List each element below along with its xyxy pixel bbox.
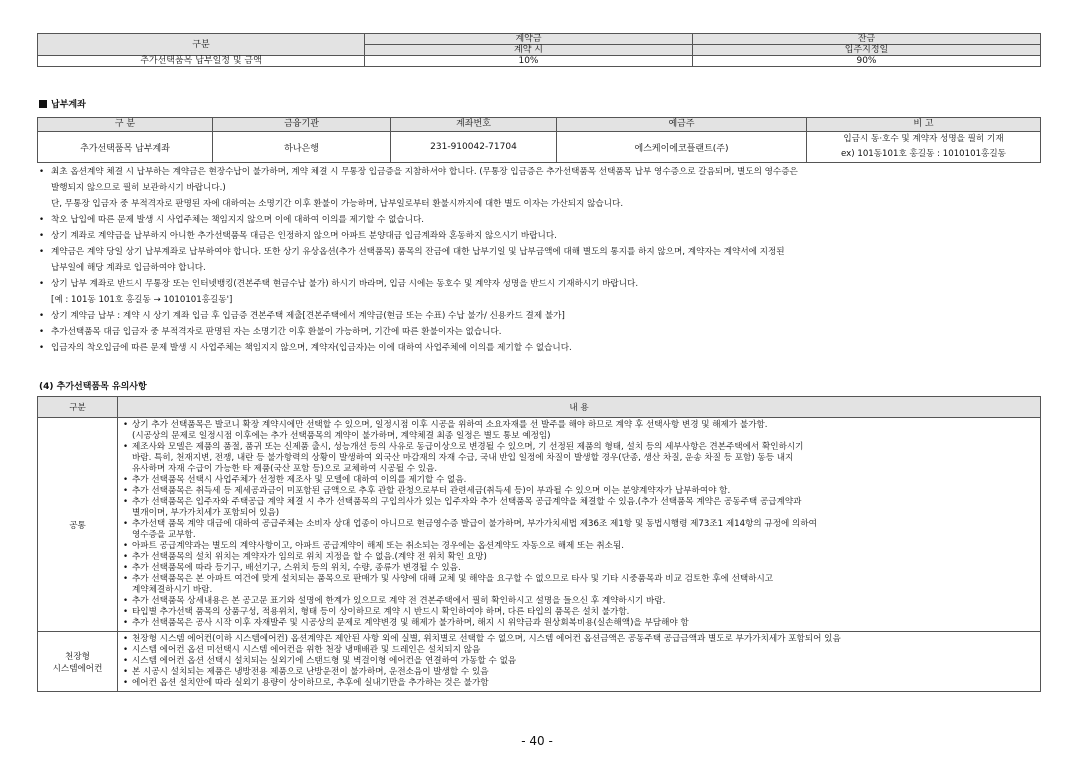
caution-line: 영수증을 교부함. bbox=[132, 530, 196, 540]
caution-line: • 아파트 공급계약과는 별도의 계약사항이고, 아파트 공급계약이 해제 또는 취소되는 경우에는 옵션계약도 자동으로 해제 또는 취소됨. bbox=[122, 541, 1036, 552]
section-title-account bbox=[39, 97, 86, 110]
table-subheader-balance: 입주지정일 bbox=[693, 45, 1041, 56]
caution-line: • 추가 선택품목은 공사 시작 이후 자재발주 및 시공상의 문제로 계약변경 및 해제가 불가하며, 해지 시 위약금과 원상회복비용(실손해액)을 부담해야 함 bbox=[122, 618, 1036, 629]
cautions-group-aircon bbox=[118, 632, 1041, 692]
caution-line: (시공상의 문제로 일정시점 이후에는 추가 선택품목의 계약이 불가하며, 계약체결 최종 일정은 별도 통보 예정임) bbox=[132, 431, 551, 441]
table-cell-balance: 90% bbox=[693, 56, 1041, 67]
caution-line: • 추가 선택품목은 본 아파트 여건에 맞게 설치되는 품목으로 판매가 및 사양에 대해 교체 및 해약을 요구할 수 없으므로 타사 및 기타 시중품목과 비교 검토한 후에 선택하시고 bbox=[122, 574, 1036, 585]
cautions-group-common bbox=[118, 418, 1041, 632]
caution-line: • 상기 추가 선택품목은 발코니 확장 계약시에만 선택할 수 있으며, 일정시점 이후 시공을 위하여 소요자재를 선 발주를 해야 하므로 계약 후 선택사항 변경 및 해제가 불가함. bbox=[122, 420, 1036, 431]
note-line: [예 : 101동 101호 홍길동 → 1010101홍길동'] bbox=[51, 295, 233, 305]
note-line: 단, 무통장 입금자 중 부적격자로 판명된 자에 대하여는 소명기간 이후 환불이 가능하며, 납부일로부터 환불시까지에 대한 별도 이자는 가산되지 않습니다. bbox=[51, 199, 624, 209]
account-category: 추가선택품목 납부계좌 bbox=[38, 132, 213, 163]
account-header-bank: 금융기관 bbox=[213, 118, 391, 132]
cautions-group-label-aircon bbox=[38, 632, 118, 692]
caution-line: 계약체결하시기 바람. bbox=[132, 585, 213, 595]
account-memo bbox=[807, 132, 1041, 163]
account-memo-line2: ex) 101동101호 홍길동 : 1010101홍길동 bbox=[841, 149, 1006, 159]
table-row-label: 추가선택품목 납부일정 및 금액 bbox=[38, 56, 365, 67]
table-subheader-deposit: 계약 시 bbox=[365, 45, 693, 56]
caution-line: 유사하며 자재 수급이 가능한 타 제품(국산 포함 등)으로 교체하여 시공될 수 있음. bbox=[132, 464, 438, 474]
caution-line: • 타입별 추가선택 품목의 상품구성, 적용위치, 형태 등이 상이하므로 계약 시 반드시 확인하여야 하며, 다른 타입의 품목은 설치 불가함. bbox=[122, 607, 1036, 618]
table-cell-deposit: 10% bbox=[365, 56, 693, 67]
table-header-deposit: 계약금 bbox=[365, 34, 693, 45]
payment-schedule-table bbox=[37, 33, 1041, 67]
note-line: 납부일에 해당 계좌로 입금하여야 합니다. bbox=[51, 263, 206, 273]
caution-line: • 시스템 에어컨 옵션 선택시 설치되는 실외기에 스탠드형 및 벽걸이형 에어컨을 연결하여 가동할 수 없음 bbox=[122, 656, 1036, 667]
caution-line: • 시스템 에어컨 옵션 미선택시 시스템 에어컨을 위한 천장 냉매배관 및 드레인은 설치되지 않음 bbox=[122, 645, 1036, 656]
caution-line: • 제조사와 모델은 제품의 품절, 품귀 또는 신제품 출시, 성능개선 등의 사유로 동급이상으로 변경될 수 있으며, 기 선정된 제품의 형태, 설치 등의 세부사항은 견본주택에서 확인하시기 bbox=[122, 442, 1036, 453]
cautions-group-label-common: 공통 bbox=[38, 418, 118, 632]
account-bank: 하나은행 bbox=[213, 132, 391, 163]
payment-account-table bbox=[37, 117, 1041, 163]
page-number: - 40 - bbox=[521, 734, 553, 748]
aircon-label-line1: 천장형 bbox=[65, 651, 90, 662]
caution-line: 바람. 특히, 천재지변, 전쟁, 내란 등 불가항력의 상황이 발생하여 외국산 마감재의 자재 수급, 국내 반입 일정에 차질이 발생할 경우(단종, 생산 차질, 운송 차질 등 포함) 동등 내지 bbox=[132, 453, 794, 463]
account-holder: 에스케이에코플랜트(주) bbox=[557, 132, 807, 163]
caution-line: • 본 시공시 설치되는 제품은 냉방전용 제품으로 난방운전이 불가하며, 운전소음이 발생할 수 있음 bbox=[122, 667, 1036, 678]
cautions-header-category: 구분 bbox=[38, 397, 118, 418]
caution-line: • 추가 선택품목에 따라 등기구, 배선기구, 스위치 등의 위치, 수량, 종류가 변경될 수 있음. bbox=[122, 563, 1036, 574]
caution-line: • 추가 선택품목 상세내용은 본 공고문 표기와 설명에 한계가 있으므로 계약 전 견본주택에서 필히 확인하시고 설명을 들으신 후 계약하시기 바람. bbox=[122, 596, 1036, 607]
payment-notes bbox=[37, 164, 1040, 356]
note-line: • 착오 납입에 따른 문제 발생 시 사업주체는 책임지지 않으며 이에 대하여 이의를 제기할 수 없습니다. bbox=[37, 212, 1040, 228]
caution-line: • 에어컨 옵션 설치안에 따라 실외기 용량이 상이하므로, 추후에 실내기만을 추가하는 것은 불가함 bbox=[122, 678, 1036, 689]
note-line: • 상기 계약금 납부 : 계약 시 상기 계좌 입금 후 입금증 견본주택 제출[견본주택에서 계약금(현금 또는 수표) 수납 불가/ 신용카드 결제 불가] bbox=[37, 308, 1040, 324]
account-header-number: 계좌번호 bbox=[391, 118, 557, 132]
cautions-table bbox=[37, 396, 1041, 692]
square-bullet-icon bbox=[39, 100, 47, 108]
caution-line: • 추가 선택품목 선택시 사업주체가 선정한 제조사 및 모델에 대하여 이의를 제기할 수 없음. bbox=[122, 475, 1036, 486]
note-line: • 최초 옵션계약 체결 시 납부하는 계약금은 현장수납이 불가하며, 계약 체결 시 무통장 입금증을 지참하셔야 합니다. (무통장 입금증은 추가선택품목 선택품목 납부 영수증으로 갈음되며, 별도의 영수증은 bbox=[37, 164, 1040, 180]
caution-line: • 추가 선택품목은 취득세 등 제세공과금이 미포함된 금액으로 추후 관할 관청으로부터 관련세금(취득세 등)이 부과될 수 있으며 이는 분양계약자가 납부하여야 함. bbox=[122, 486, 1036, 497]
note-line: • 추가선택품목 대금 입금자 중 부적격자로 판명된 자는 소명기간 이후 환불이 가능하며, 기간에 따른 환불이자는 없습니다. bbox=[37, 324, 1040, 340]
section-title-text: 납부계좌 bbox=[51, 100, 86, 110]
note-line: • 상기 납부 계좌로 반드시 무통장 또는 인터넷뱅킹(견본주택 현금수납 불가) 하시기 바라며, 입금 시에는 동호수 및 계약자 성명을 반드시 기재하시기 바랍니다. bbox=[37, 276, 1040, 292]
caution-line: • 추가 선택품목의 설치 위치는 계약자가 임의로 위치 지정을 할 수 없음.(계약 전 위치 확인 요망) bbox=[122, 552, 1036, 563]
section-title-cautions: (4) 추가선택품목 유의사항 bbox=[39, 382, 147, 392]
cautions-header-content: 내 용 bbox=[118, 397, 1041, 418]
aircon-label-line2: 시스템에어컨 bbox=[52, 663, 103, 674]
table-header-balance: 잔금 bbox=[693, 34, 1041, 45]
caution-line: • 추가선택 품목 계약 대금에 대하여 공급주체는 소비자 상대 업종이 아니므로 현금영수증 발급이 불가하며, 부가가치세법 제36조 제1항 및 동법시행령 제73조1 제14항의 규정에 의하여 bbox=[122, 519, 1036, 530]
note-line: 발행되지 않으므로 필히 보관하시기 바랍니다.) bbox=[51, 183, 226, 193]
note-line: • 입금자의 착오입금에 따른 문제 발생 시 사업주체는 책임지지 않으며, 계약자(입금자)는 이에 대하여 사업주체에 이의를 제기할 수 없습니다. bbox=[37, 340, 1040, 356]
table-header-category: 구분 bbox=[38, 34, 365, 56]
account-header-category: 구 분 bbox=[38, 118, 213, 132]
caution-line: 별개이며, 부가가치세가 포함되어 있음) bbox=[132, 508, 280, 518]
account-number: 231-910042-71704 bbox=[391, 132, 557, 163]
account-header-holder: 예금주 bbox=[557, 118, 807, 132]
note-line: • 상기 계좌로 계약금을 납부하지 아니한 추가선택품목 대금은 인정하지 않으며 아파트 분양대금 입금계좌와 혼동하지 않으시기 바랍니다. bbox=[37, 228, 1040, 244]
caution-line: • 추가 선택품목은 입주자와 주택공급 계약 체결 시 추가 선택품목의 구입의사가 있는 입주자와 추가 선택품목 공급계약을 체결할 수 있음.(추가 선택품목 계약은 공동주택 공급계약과 bbox=[122, 497, 1036, 508]
caution-line: • 천장형 시스템 에어컨(이하 시스템에어컨) 옵션계약은 제안된 사항 외에 실별, 위치별로 선택할 수 없으며, 시스템 에어컨 옵션금액은 공동주택 공급금액과 별도로 부가가치세가 포함되어 있음 bbox=[122, 634, 1036, 645]
account-memo-line1: 입금시 동·호수 및 계약자 성명을 필히 기재 bbox=[843, 134, 1004, 144]
account-header-memo: 비 고 bbox=[807, 118, 1041, 132]
note-line: • 계약금은 계약 당일 상기 납부계좌로 납부하여야 합니다. 또한 상기 유상옵션(추가 선택품목) 품목의 잔금에 대한 납부기일 및 납부금액에 대해 별도의 통지를 하지 않으며, 계약자는 계약서에 지정된 bbox=[37, 244, 1040, 260]
